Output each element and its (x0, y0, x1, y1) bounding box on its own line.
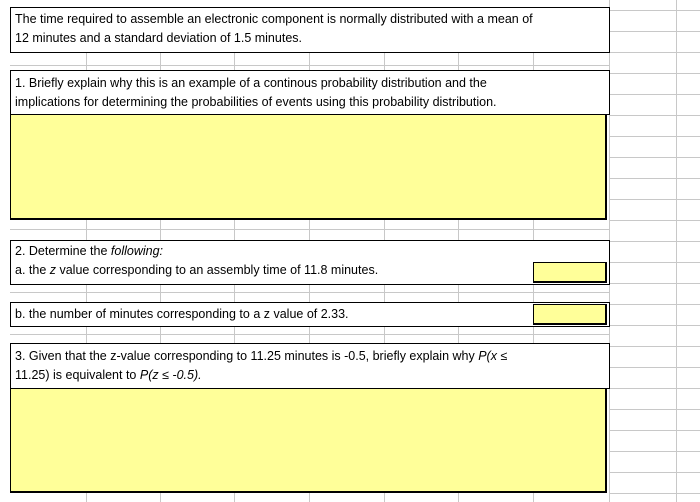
q2-heading-prefix: 2. Determine the (15, 244, 111, 258)
q3-l1-prefix: 3. Given that the z-value corresponding to 11.25 minutes is -0.5, briefly explain why (15, 349, 479, 363)
q1-answer-box[interactable] (10, 114, 607, 220)
q3-line-2 (15, 367, 202, 384)
q1-line-2: implications for determining the probabilities of events using this probability distribution. (15, 95, 497, 109)
q3-l2-prefix: 11.25) is equivalent to (15, 368, 140, 382)
q2-b-answer-cell[interactable] (533, 304, 607, 325)
q3-answer-box[interactable] (10, 388, 607, 493)
q2-part-b: b. the number of minutes corresponding to a z value of 2.33. (15, 307, 349, 321)
q2-a-answer-cell[interactable] (533, 262, 607, 283)
q2-a-variable: z (49, 263, 56, 277)
q3-l1-expression: P(x ≤ (478, 349, 508, 363)
q2-heading-emphasis: following: (110, 244, 164, 258)
intro-line-2: 12 minutes and a standard deviation of 1.5 minutes. (15, 31, 302, 45)
q1-line-1: 1. Briefly explain why this is an example of a continous probability distribution and the (15, 76, 487, 90)
q3-line-1 (15, 348, 507, 365)
q2-heading (15, 243, 163, 260)
q2-part-a (15, 262, 378, 279)
q3-l2-expression: P(z ≤ -0.5). (139, 368, 202, 382)
intro-line-1: The time required to assemble an electronic component is normally distributed with a mean of (15, 12, 533, 26)
q2-a-prefix: a. the (15, 263, 50, 277)
q2-a-suffix: value corresponding to an assembly time of 11.8 minutes. (56, 263, 379, 277)
